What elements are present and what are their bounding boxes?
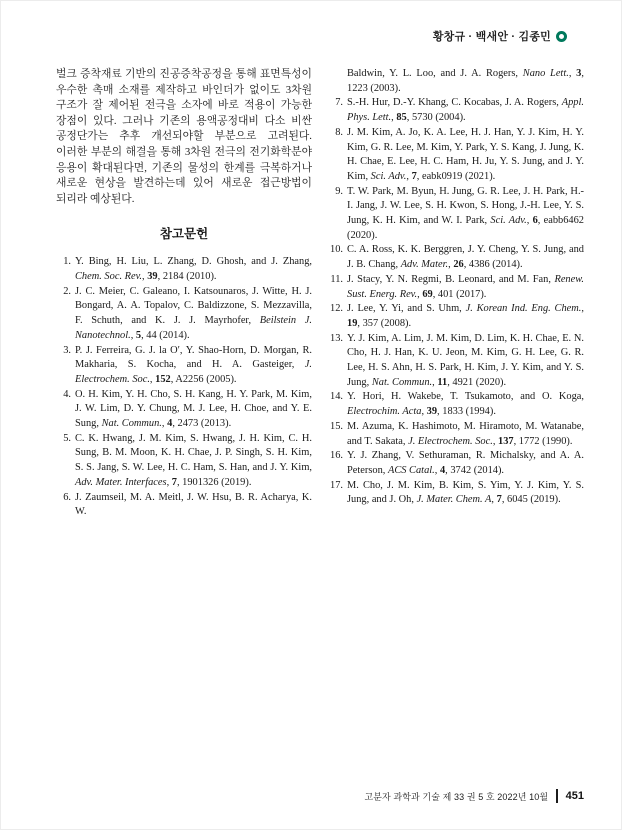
reference-text: T. W. Park, M. Byun, H. Jung, G. R. Lee, J. H. Park, H.-I. Jang, J. W. Lee, S. H. Kwon, S. Hong, J.-H. Lee, Y. S. Jung, K. H. Kim, and W. I. Park, Sci. Adv., 6, eabb6462 (2020).	[347, 185, 584, 241]
reference-text: C. A. Ross, K. K. Berggren, J. Y. Cheng, Y. S. Jung, and J. B. Chang, Adv. Mater., 26, 4386 (2014).	[347, 244, 584, 271]
reference-text: Y. Hori, H. Wakebe, T. Tsukamoto, and O. Koga, Electrochim. Acta, 39, 1833 (1994).	[347, 391, 584, 418]
reference-number: 3.	[63, 344, 71, 356]
reference-item	[56, 285, 312, 344]
reference-number: 6.	[63, 491, 71, 503]
page-header	[433, 28, 567, 44]
page-number: 451	[565, 790, 584, 802]
reference-list-right	[328, 67, 584, 508]
reference-number: 14.	[330, 391, 343, 403]
reference-item	[328, 273, 584, 302]
reference-number: 2.	[63, 285, 71, 297]
author-mark-icon	[556, 31, 567, 42]
reference-text: P. J. Ferreira, G. J. la O′, Y. Shao-Horn, D. Morgan, R. Makharia, S. Kocha, and H. A. Gasteiger, J. Electrochem. Soc., 152, A2256 (2005).	[75, 344, 312, 385]
reference-number: 1.	[63, 256, 71, 268]
reference-item	[56, 432, 312, 491]
reference-item	[328, 126, 584, 185]
reference-number: 13.	[330, 332, 343, 344]
reference-text: J. M. Kim, A. Jo, K. A. Lee, H. J. Han, Y. J. Kim, H. Y. Kim, G. R. Lee, M. Kim, Y. Park, Y. S. Kang, J. Jung, K. H. Chae, E. Lee, H. C. Ham, H. Ju, Y. S. Jung, and J. Y. Kim, Sci. Adv., 7, eabk0919 (2021).	[347, 126, 584, 182]
reference-item	[328, 479, 584, 508]
footer-divider	[556, 789, 558, 803]
reference-text: S.-H. Hur, D.-Y. Khang, C. Kocabas, J. A. Rogers, Appl. Phys. Lett., 85, 5730 (2004).	[347, 97, 584, 124]
reference-item	[328, 449, 584, 478]
reference-number: 12.	[330, 303, 343, 315]
reference-text: M. Cho, J. M. Kim, B. Kim, S. Yim, Y. J. Kim, Y. S. Jung, and J. Oh, J. Mater. Chem. A, 7, 6045 (2019).	[347, 479, 584, 506]
two-column-layout	[56, 67, 584, 520]
reference-number: 16.	[330, 450, 343, 462]
reference-text: Baldwin, Y. L. Loo, and J. A. Rogers, Nano Lett., 3, 1223 (2003).	[347, 68, 584, 94]
reference-item	[328, 243, 584, 272]
page-footer	[364, 789, 584, 803]
reference-item	[328, 390, 584, 419]
reference-number: 7.	[335, 97, 343, 109]
reference-text: J. Stacy, Y. N. Regmi, B. Leonard, and M. Fan, Renew. Sust. Energ. Rev., 69, 401 (2017).	[347, 273, 584, 300]
journal-info: 고분자 과학과 기술 제 33 권 5 호 2022년 10월	[364, 791, 549, 802]
author-names: 황창규 · 백새안 · 김종민	[432, 31, 551, 43]
reference-number: 15.	[330, 420, 343, 432]
reference-text: Y. J. Zhang, V. Sethuraman, R. Michalsky, and A. A. Peterson, ACS Catal., 4, 3742 (2014).	[347, 450, 584, 476]
reference-item	[56, 344, 312, 388]
reference-number: 9.	[335, 185, 343, 197]
left-column	[56, 67, 312, 520]
reference-number: 10.	[330, 244, 343, 256]
right-column	[328, 67, 584, 520]
reference-item	[328, 96, 584, 125]
reference-list-left	[56, 255, 312, 520]
reference-number: 11.	[330, 273, 343, 285]
reference-text: Y. Bing, H. Liu, L. Zhang, D. Ghosh, and J. Zhang, Chem. Soc. Rev., 39, 2184 (2010).	[75, 256, 312, 283]
reference-number: 5.	[63, 432, 71, 444]
references-heading: 참고문헌	[159, 227, 209, 242]
reference-text: J. Lee, Y. Yi, and S. Uhm, J. Korean Ind. Eng. Chem., 19, 357 (2008).	[347, 303, 585, 329]
reference-text: M. Azuma, K. Hashimoto, M. Hiramoto, M. Watanabe, and T. Sakata, J. Electrochem. Soc., 137, 1772 (1990).	[347, 420, 584, 447]
reference-number: 4.	[63, 388, 71, 400]
reference-item	[56, 491, 312, 520]
reference-text: J. C. Meier, C. Galeano, I. Katsounaros, J. Witte, H. J. Bongard, A. A. Topalov, C. Baldizzone, S. Mezzavilla, F. Schuth, and K. J. J. Mayrhofer, Beilstein J. Nanotechnol., 5, 44 (2014).	[75, 285, 312, 341]
reference-item	[328, 302, 584, 331]
reference-item	[56, 255, 312, 284]
reference-text: C. K. Hwang, J. M. Kim, S. Hwang, J. H. Kim, C. H. Sung, B. M. Moon, K. H. Chae, J. P. Singh, S. H. Kim, S. S. Jang, S. W. Lee, H. C. Ham, S. Han, and J. Y. Kim, Adv. Mater. Interfaces, 7, 1901326 (2019).	[75, 432, 312, 488]
reference-item	[328, 420, 584, 449]
reference-number: 8.	[335, 126, 343, 138]
reference-item	[56, 388, 312, 432]
reference-text: Y. J. Kim, A. Lim, J. M. Kim, D. Lim, K. H. Chae, E. N. Cho, H. J. Han, K. U. Jeon, M. Kim, G. H. Lee, G. R. Lee, H. S. Ahn, H. S. Park, H. Kim, J. Y. Kim, and Y. S. Jung, Nat. Commun., 11, 4921 (2020).	[347, 332, 584, 388]
reference-number: 17.	[330, 479, 343, 491]
reference-item	[328, 332, 584, 391]
body-paragraph: 벌크 증착재료 기반의 진공증착공정을 통해 표면특성이 우수한 촉매 소재를 제작하고 바인더가 없이도 3차원 구조가 잘 제어된 전극을 소자에 바로 적용이 가능한 장점이 있다. 그러나 기존의 용액공정대비 다소 비싼 공정단가는 추후 개선되야할 부분으로 고려된다. 이러한 부분의 해결을 통해 3차원 전극의 전기화학분야 응용이 확대된다면, 기존의 물성의 한계를 극복하거나 새로운 현상을 발견하는데 있어 새로운 접근방법이 되리라 예상된다.	[56, 68, 312, 205]
reference-text: J. Zaumseil, M. A. Meitl, J. W. Hsu, B. R. Acharya, K. W.	[75, 491, 312, 518]
reference-item	[328, 185, 584, 244]
reference-text: O. H. Kim, Y. H. Cho, S. H. Kang, H. Y. Park, M. Kim, J. W. Lim, D. Y. Chung, M. J. Lee, H. Choe, and Y. E. Sung, Nat. Commun., 4, 2473 (2013).	[75, 388, 312, 430]
reference-item	[328, 67, 584, 96]
